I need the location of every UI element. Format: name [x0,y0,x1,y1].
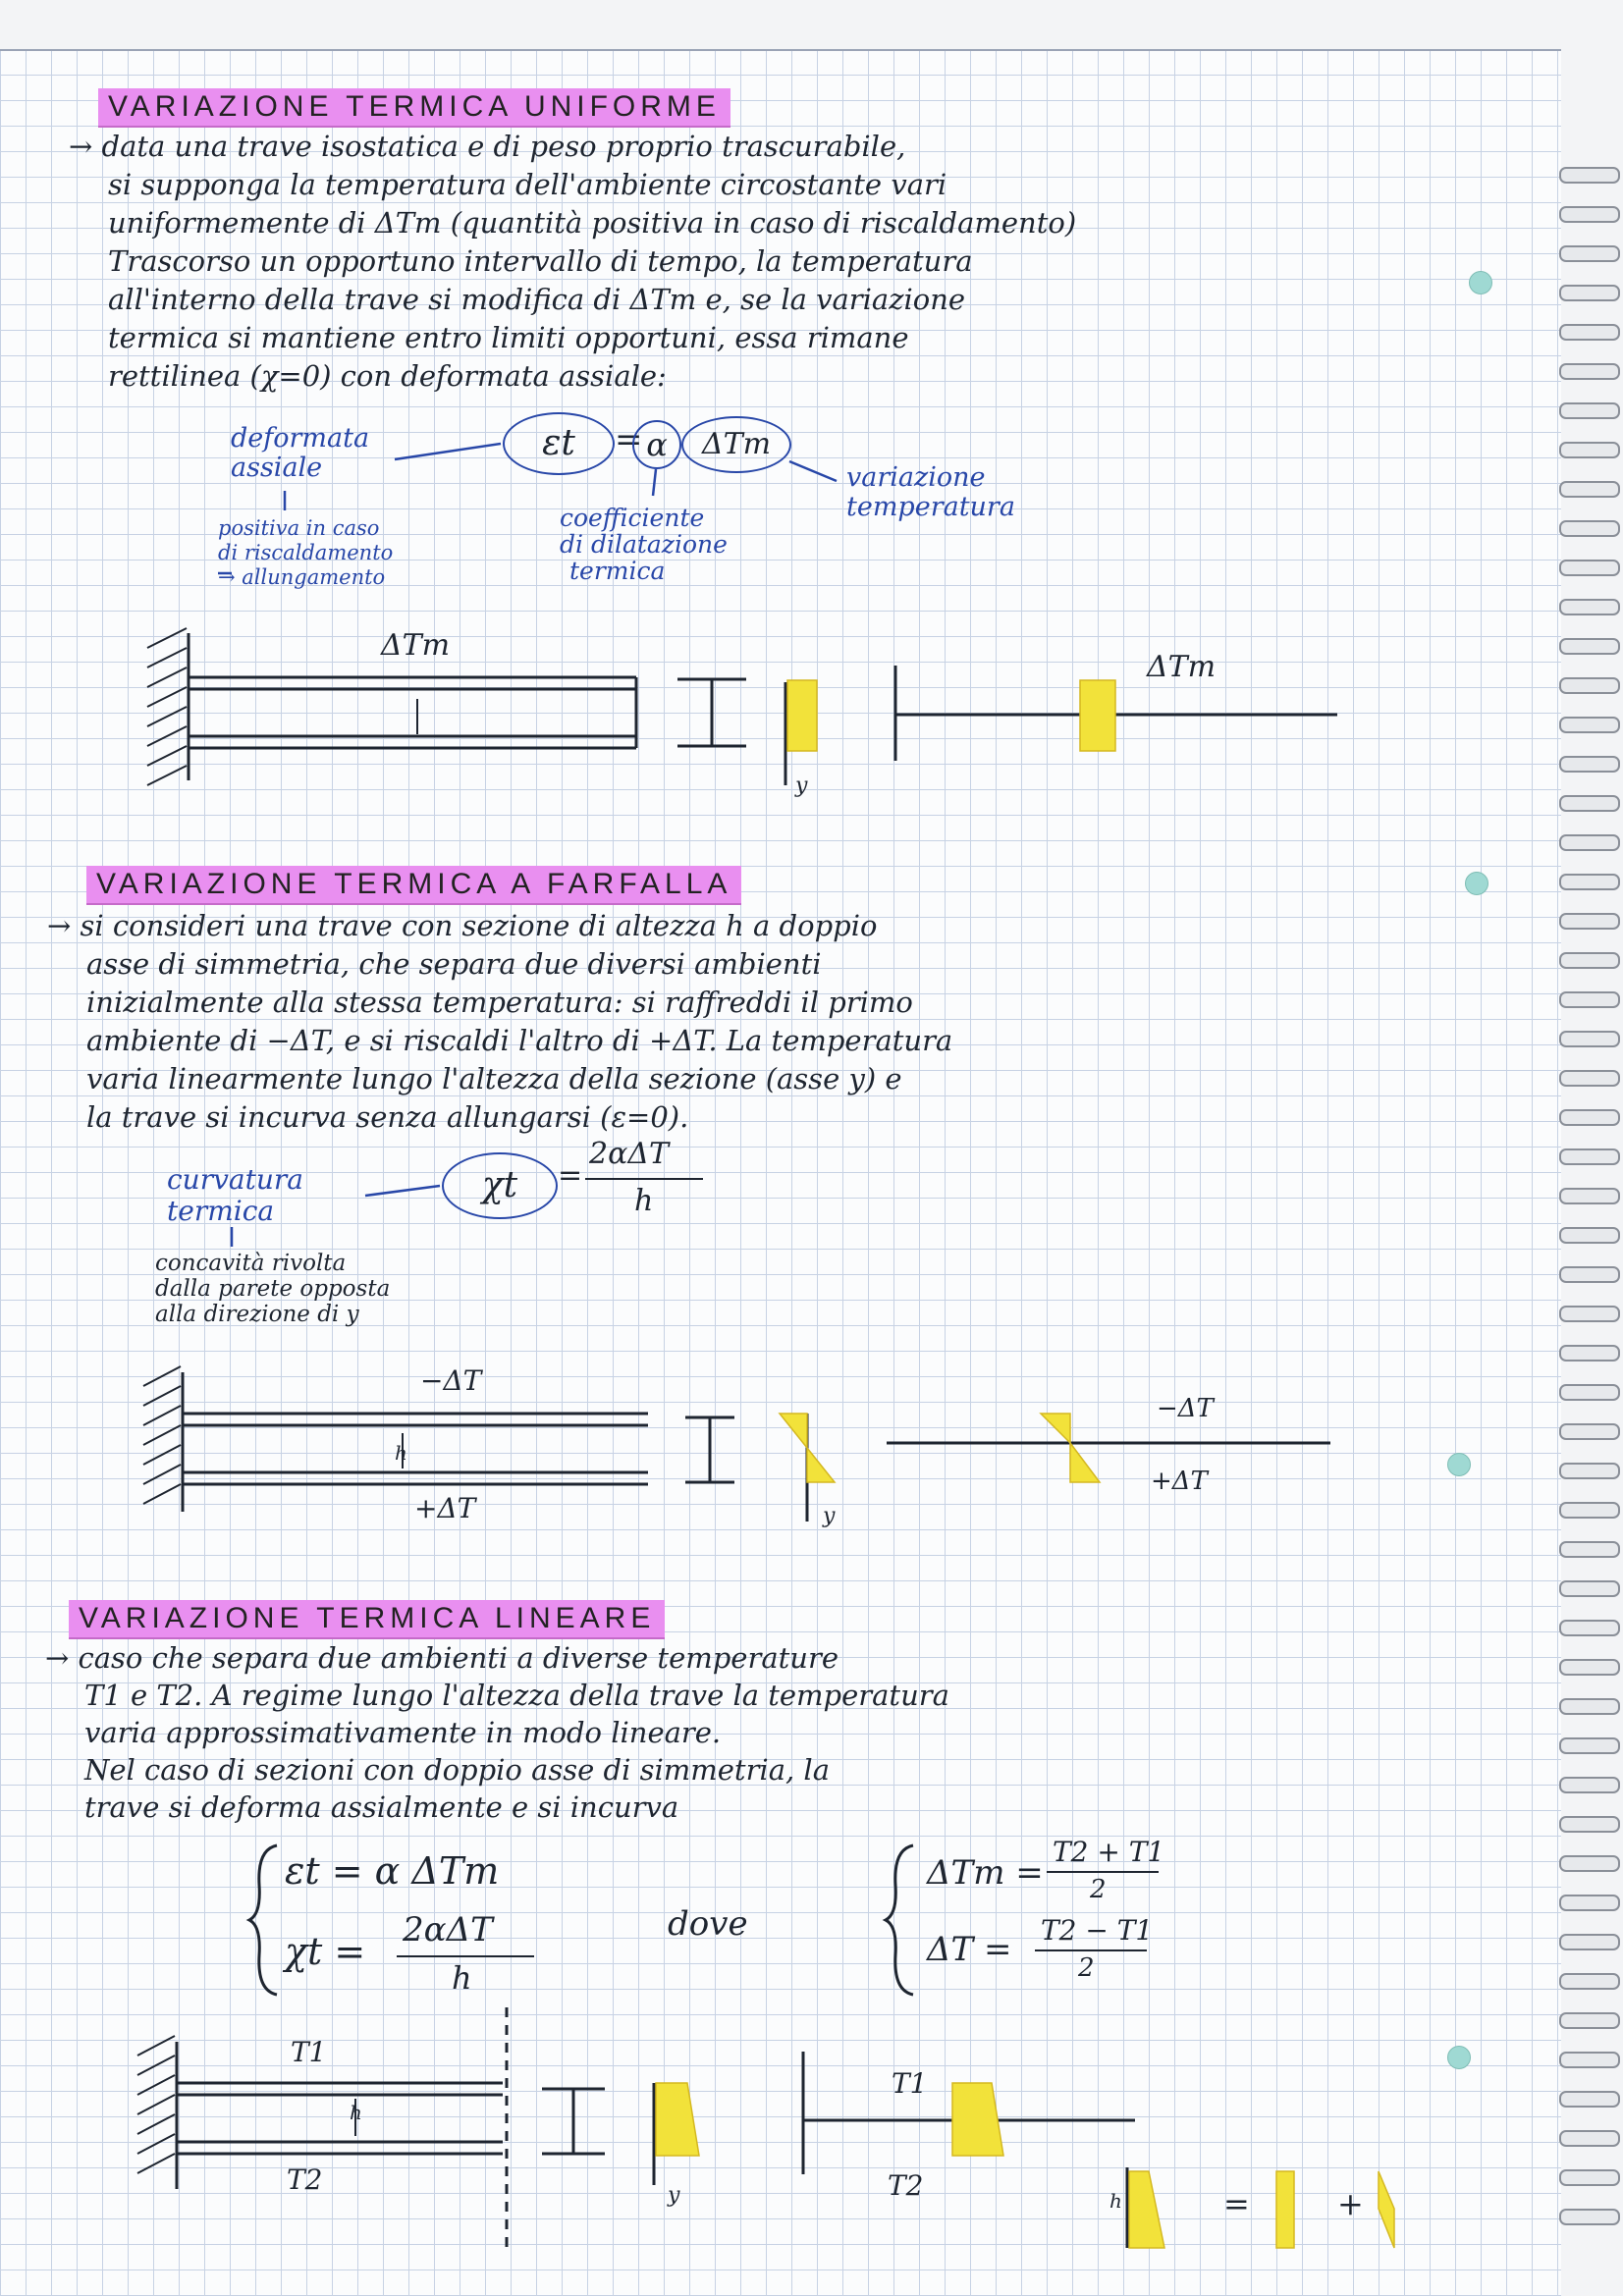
eq-chi-num: 2αΔT [403,1910,493,1949]
spiral-ring [1559,1266,1620,1283]
spiral-ring [1559,1816,1620,1833]
spiral-ring [1559,2012,1620,2029]
spiral-ring [1559,2091,1620,2108]
eq-epsilon: εt = α ΔTm [285,1849,500,1893]
eq-chi-lhs: χt = [285,1930,366,1973]
spiral-ring [1559,2169,1620,2186]
formula1-equals: = [615,420,643,459]
spiral-ring [1559,324,1620,341]
spiral-ring [1559,1306,1620,1322]
note-line: termica [569,557,666,585]
label-t2: T2 [287,2163,323,2196]
formula2-equals: = [558,1158,583,1193]
text-line: rettilinea (χ=0) con deformata assiale: [108,359,667,393]
text-line: trave si deforma assialmente e si incurva [84,1790,679,1824]
text-line: → caso che separa due ambienti a diverse temperature [45,1641,839,1675]
text-line: Trascorso un opportuno intervallo di tempo, la temperatura [108,244,973,278]
text-line: la trave si incurva senza allungarsi (ε=0). [86,1100,689,1134]
hatch [137,2114,175,2134]
temp-trapezoid-section [656,2083,699,2156]
label-h: h [350,2101,362,2124]
spiral-ring [1559,1895,1620,1911]
spiral-ring [1559,1423,1620,1440]
spiral-ring [1559,834,1620,851]
text-line: → si consideri una trave con sezione di altezza h a doppio [47,909,878,942]
hatch [137,2134,175,2154]
text-line: inizialmente alla stessa temperatura: si raffreddi il primo [86,986,913,1019]
spiral-ring [1559,206,1620,223]
text-line: asse di simmetria, che separa due diversi ambienti [86,947,822,981]
sum-trapezoid [1129,2171,1164,2248]
note-line: coefficiente [560,504,705,532]
text-line: ambiente di −ΔT, e si riscaldi l'altro di +ΔT. La temperatura [86,1024,953,1057]
text-line: termica si mantiene entro limiti opportuni, essa rimane [108,321,909,354]
spiral-ring [1559,991,1620,1008]
formula1-delta-tm: ΔTm [681,416,791,473]
spiral-ring [1559,1698,1620,1715]
label-axis-y: y [823,1504,836,1528]
spiral-ring [1559,442,1620,458]
eq-dt-den: 2 [1078,1953,1095,1983]
note-line: dalla parete opposta [155,1276,391,1302]
label-delta-tm-right: ΔTm [1147,650,1217,684]
spiral-ring [1559,285,1620,301]
spiral-ring [1559,2130,1620,2147]
hatch [137,2036,175,2056]
label-plus-dt-right: +ΔT [1151,1467,1208,1496]
formula2-num: 2αΔT [589,1137,670,1171]
spiral-ring [1559,1777,1620,1793]
spiral-ring [1559,874,1620,890]
note-line: di riscaldamento [218,541,394,564]
word-dove: dove [668,1904,748,1944]
section3-title: VARIAZIONE TERMICA LINEARE [69,1600,665,1639]
spiral-ring [1559,1031,1620,1047]
sum-butterfly [1379,2171,1394,2248]
spiral-ring [1559,1973,1620,1990]
spiral-ring [1559,1070,1620,1087]
hatch [137,2075,175,2095]
spiral-ring [1559,638,1620,655]
note-line: temperatura [846,492,1015,522]
temp-trapezoid-beam [952,2083,1003,2156]
formula1-epsilon: εt [503,412,615,475]
eq-dt-num: T2 − T1 [1041,1914,1154,1947]
sum-uniform [1276,2171,1294,2248]
spiral-ring [1559,560,1620,576]
label-minus-dt: −ΔT [420,1364,482,1397]
text-line: Nel caso di sezioni con doppio asse di simmetria, la [84,1753,830,1787]
label-h: h [395,1441,407,1465]
spiral-ring [1559,245,1620,262]
label-delta-tm-left: ΔTm [381,628,451,663]
spiral-ring [1559,1659,1620,1676]
section2-title: VARIAZIONE TERMICA A FARFALLA [86,866,741,905]
note-line: → allungamento [218,565,386,589]
spiral-ring [1559,1148,1620,1165]
spiral-ring [1559,1737,1620,1754]
spiral-ring [1559,1463,1620,1479]
spiral-ring [1559,402,1620,419]
text-line: varia linearmente lungo l'altezza della sezione (asse y) e [86,1062,902,1095]
text-line: all'interno della trave si modifica di ΔTm e, se la variazione [108,283,966,316]
spiral-ring [1559,1384,1620,1401]
text-line: uniformemente di ΔTm (quantità positiva in caso di riscaldamento) [108,206,1077,240]
note-line: concavità rivolta [155,1251,347,1276]
formula2-den: h [634,1184,654,1218]
label-t1: T1 [291,2036,327,2068]
binder-hole [1447,2046,1471,2069]
spiral-ring [1559,1109,1620,1126]
spiral-ring [1559,1345,1620,1362]
note-line: curvatura [167,1163,303,1196]
note-line: termica [167,1195,275,1227]
label-minus-dt-right: −ΔT [1157,1394,1214,1423]
label-plus: + [1337,2185,1364,2222]
section1-title: VARIAZIONE TERMICA UNIFORME [98,88,730,128]
eq-dtm-lhs: ΔTm = [927,1853,1044,1893]
spiral-ring [1559,1580,1620,1597]
note-line: alla direzione di y [155,1302,359,1327]
spiral-ring [1559,1620,1620,1636]
spiral-ring [1559,795,1620,812]
label-t1-right: T1 [892,2067,928,2100]
spiral-ring [1559,167,1620,184]
label-h-sum: h [1109,2189,1122,2213]
eq-dtm-den: 2 [1090,1875,1107,1904]
spiral-ring [1559,717,1620,733]
text-line: → data una trave isostatica e di peso proprio trascurabile, [69,130,906,163]
note-line: deformata [231,423,370,454]
spiral-ring [1559,1934,1620,1950]
text-line: si supponga la temperatura dell'ambiente circostante vari [108,168,947,201]
note-line: variazione [846,462,986,493]
spiral-ring [1559,363,1620,380]
spiral-ring [1559,677,1620,694]
spiral-ring [1559,913,1620,930]
hatch [137,2056,175,2075]
note-line: positiva in caso [218,516,380,540]
eq-dt-lhs: ΔT = [927,1930,1012,1969]
spiral-ring [1559,952,1620,969]
spiral-ring [1559,1855,1620,1872]
spiral-ring [1559,1227,1620,1244]
note-line: assiale [231,453,323,483]
note-line: di dilatazione [560,530,728,559]
spiral-ring [1559,1541,1620,1558]
eq-dtm-num: T2 + T1 [1053,1836,1165,1868]
eq-chi-den: h [452,1959,472,1997]
label-equals: = [1223,2185,1250,2222]
spiral-ring [1559,520,1620,537]
text-line: varia approssimativamente in modo lineare. [84,1716,722,1749]
formula1-alpha: α [632,420,681,469]
label-axis-y: y [668,2183,680,2208]
label-t2-right: T2 [888,2169,924,2202]
formula2-chi: χt [442,1152,558,1219]
label-axis-y: y [795,774,808,798]
spiral-ring [1559,756,1620,773]
spiral-ring [1559,1188,1620,1204]
spiral-ring [1559,599,1620,615]
spiral-ring [1559,2209,1620,2225]
spiral-ring [1559,2052,1620,2068]
spiral-ring [1559,481,1620,498]
hatch [137,2095,175,2114]
spiral-ring [1559,1502,1620,1519]
text-line: T1 e T2. A regime lungo l'altezza della trave la temperatura [84,1679,949,1712]
label-plus-dt: +ΔT [414,1492,476,1524]
hatch [137,2154,175,2173]
